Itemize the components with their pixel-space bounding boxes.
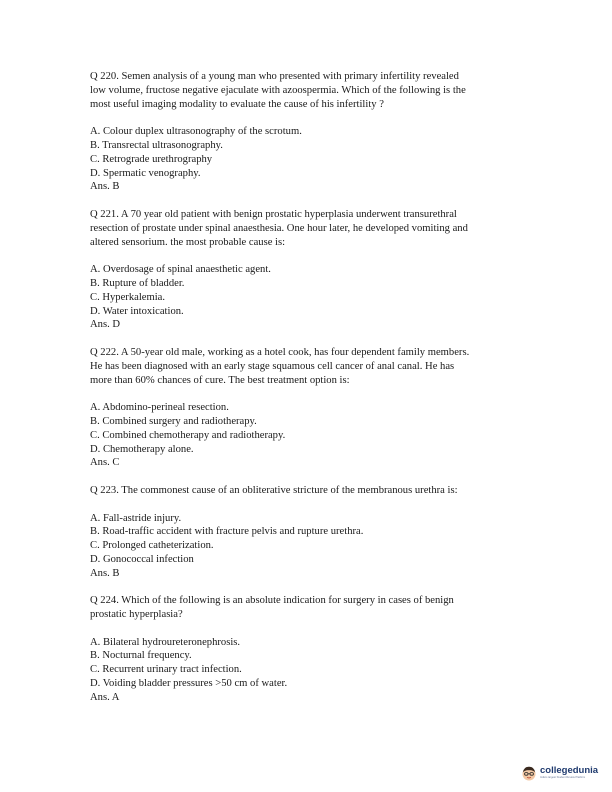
option-d: D. Water intoxication. [90,305,184,317]
option-a: A. Fall-astride injury. [90,512,182,524]
option-d: D. Spermatic venography. [90,167,201,179]
option-d: D. Chemotherapy alone. [90,443,194,455]
option-c: C. Combined chemotherapy and radiotherapy. [90,429,286,441]
question-223 [90,484,530,581]
option-c: C. Hyperkalemia. [90,291,166,303]
option-b: B. Nocturnal frequency. [90,650,192,662]
option-b: B. Rupture of bladder. [90,277,185,289]
option-d: D. Voiding bladder pressures >50 cm of water. [90,678,288,690]
question-stem: Q 220. Semen analysis of a young man who presented with primary infertility revealed low volume, fructose negative ejaculate with azoospermia. Which of the following is the most useful imaging modality to evaluate the cause of his infertility ? [90,71,466,110]
collegedunia-logo [521,760,611,786]
option-c: C. Retrograde urethrography [90,153,213,165]
option-a: A. Colour duplex ultrasonography of the scrotum. [90,126,302,138]
logo-name: collegedunia [540,765,599,776]
option-a: A. Abdomino-perineal resection. [90,402,229,414]
logo-tagline: India's largest Student Review Platform [540,776,586,779]
question-stem: Q 223. The commonest cause of an obliterative stricture of the membranous urethra is: [90,484,458,496]
option-b: B. Combined surgery and radiotherapy. [90,415,257,427]
question-222 [90,346,530,470]
question-list [90,70,530,705]
logo-text [540,766,598,780]
answer: Ans. A [90,691,120,703]
answer: Ans. D [90,319,121,331]
answer: Ans. B [90,567,120,579]
option-d: D. Gonococcal infection [90,553,194,565]
question-stem: Q 224. Which of the following is an absolute indication for surgery in cases of benign prostatic hyperplasia? [90,595,454,621]
option-c: C. Prolonged catheterization. [90,540,214,552]
option-a: A. Overdosage of spinal anaesthetic agent. [90,264,271,276]
option-a: A. Bilateral hydroureteronephrosis. [90,636,241,648]
question-221 [90,208,530,332]
answer: Ans. C [90,457,120,469]
option-b: B. Road-traffic accident with fracture pelvis and rupture urethra. [90,526,364,538]
question-224 [90,594,530,704]
mascot-icon [521,765,537,781]
question-stem: Q 221. A 70 year old patient with benign prostatic hyperplasia underwent transurethral resection of prostate under spinal anaesthesia. One hour later, he developed vomiting and altered sensorium. the most probable cause is: [90,208,468,248]
option-b: B. Transrectal ultrasonography. [90,139,223,151]
answer: Ans. B [90,181,120,193]
question-stem: Q 222. A 50-year old male, working as a hotel cook, has four dependent family members. He has been diagnosed with an early stage squamous cell cancer of anal canal. He has more than 60% chances of cure. The best treatment option is: [90,346,470,386]
option-c: C. Recurrent urinary tract infection. [90,664,242,676]
question-220 [90,70,530,194]
